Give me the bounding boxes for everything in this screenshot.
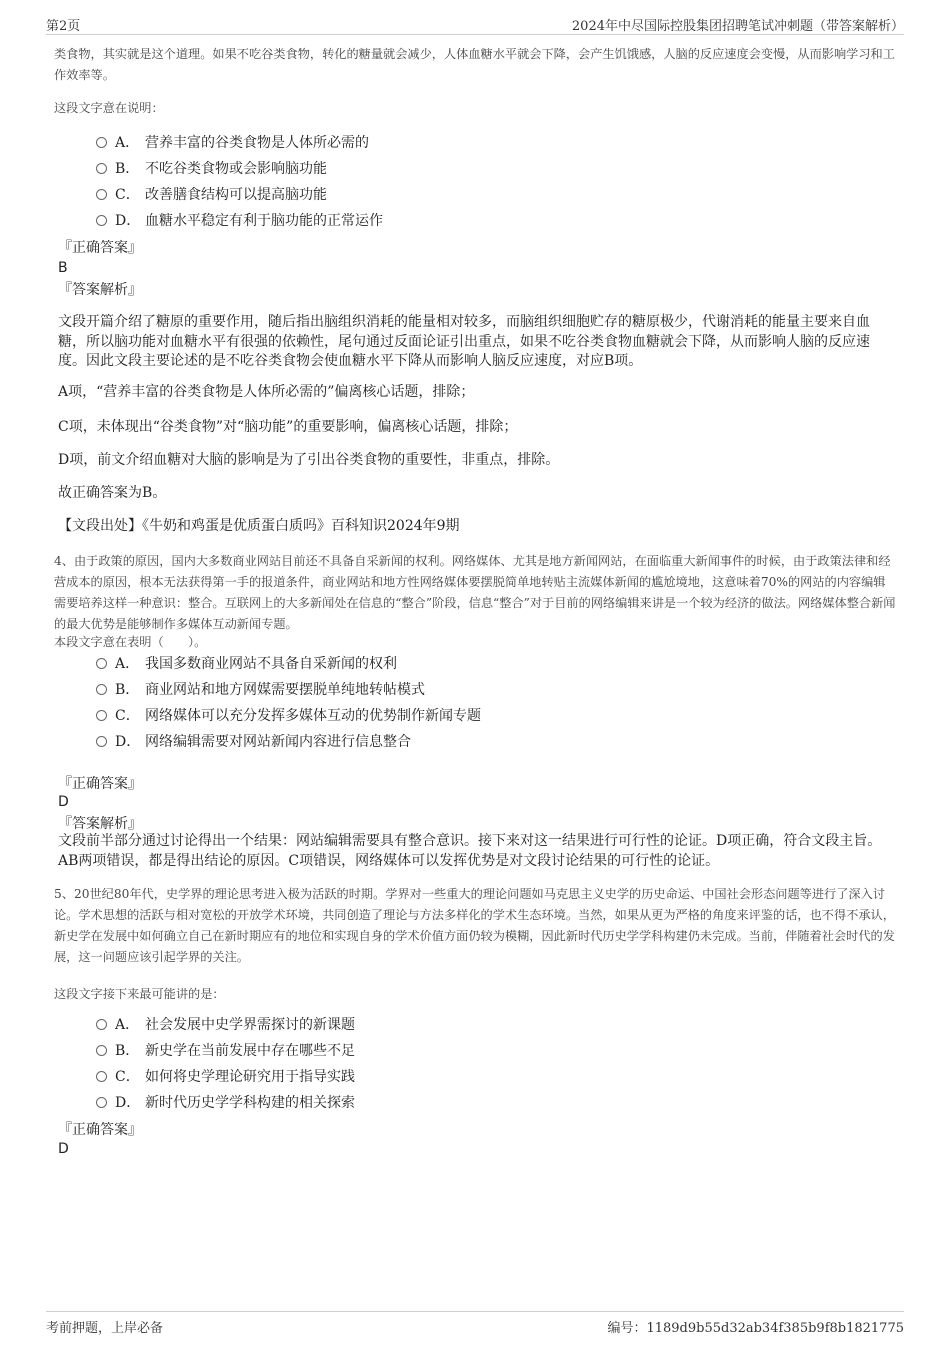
q5-prompt: 这段文字接下来最可能讲的是： [54, 987, 225, 1001]
q5-passage: 5、20世纪80年代，史学界的理论思考进入极为活跃的时期。学界对一些重大的理论问题如马克思主义史学的历史命运、中国社会形态问题等进行了深入讨论。学术思想的活跃与相对宽松的开放学术环境，共同创造了理论与方法多样化的学术生态环境。当然，如果从更为严格的角度来评鉴的话，也不得不承认，新史学在发展中如何确立自己在新时期应有的地位和实现自身的学术价值方面仍较为模糊，因此新时代历史学学科构建仍未完成。当前，伴随着社会时代的发展，这一问题应该引起学界的关注。 [54, 887, 895, 964]
q4-analysis-label: 『答案解析』 [58, 816, 142, 832]
q4-option-a[interactable]: A． 我国多数商业网站不具备自采新闻的权利 [96, 653, 397, 675]
q4-analysis: 文段前半部分通过讨论得出一个结果：网站编辑需要具有整合意识。接下来对这一结果进行可行性的论证。D项正确，符合文段主旨。AB两项错误，都是得出结论的原因。C项错误，网络媒体可以发挥优势是对文段讨论结果的可行性的论证。 [58, 833, 882, 869]
radio-icon[interactable] [96, 736, 107, 747]
q3-option-d[interactable]: D． 血糖水平稳定有利于脑功能的正常运作 [96, 210, 383, 232]
radio-icon[interactable] [96, 710, 107, 721]
page-footer [46, 1311, 904, 1340]
radio-icon[interactable] [96, 163, 107, 174]
footer-serial: 编号：1189d9b55d32ab34f385b9f8b1821775 [607, 1321, 904, 1336]
q4-option-d[interactable]: D． 网络编辑需要对网站新闻内容进行信息整合 [96, 731, 411, 753]
q5-option-a[interactable]: A． 社会发展中史学界需探讨的新课题 [96, 1014, 355, 1036]
q3-option-c[interactable]: C． 改善膳食结构可以提高脑功能 [96, 184, 327, 206]
radio-icon[interactable] [96, 1045, 107, 1056]
q4-answer: D [58, 794, 69, 810]
page-header [46, 12, 904, 35]
q3-option-a[interactable]: A． 营养丰富的谷类食物是人体所必需的 [96, 132, 369, 154]
document-title: 2024年中尽国际控股集团招聘笔试冲刺题（带答案解析） [571, 19, 904, 34]
page-number: 第2页 [46, 19, 81, 34]
q5-answer-label: 『正确答案』 [58, 1122, 142, 1138]
radio-icon[interactable] [96, 1019, 107, 1030]
q3-analysis-d: D项，前文介绍血糖对大脑的影响是为了引出谷类食物的重要性，非重点，排除。 [58, 452, 560, 468]
radio-icon[interactable] [96, 684, 107, 695]
q4-option-c[interactable]: C． 网络媒体可以充分发挥多媒体互动的优势制作新闻专题 [96, 705, 481, 727]
radio-icon[interactable] [96, 658, 107, 669]
q3-prompt: 这段文字意在说明： [54, 101, 164, 115]
q5-option-b[interactable]: B． 新史学在当前发展中存在哪些不足 [96, 1040, 355, 1062]
q4-prompt: 本段文字意在表明（ ）。 [54, 635, 207, 649]
q3-analysis-c: C项，未体现出“谷类食物”对“脑功能”的重要影响，偏离核心话题，排除； [58, 419, 518, 435]
radio-icon[interactable] [96, 1071, 107, 1082]
footer-slogan: 考前押题，上岸必备 [46, 1321, 164, 1336]
q3-source: 【文段出处】《牛奶和鸡蛋是优质蛋白质吗》百科知识2024年9期 [58, 518, 460, 534]
q3-analysis: 文段开篇介绍了糖原的重要作用，随后指出脑组织消耗的能量相对较多，而脑组织细胞贮存的糖原极少，代谢消耗的能量主要来自血糖，所以脑功能对血糖水平有很强的依赖性，尾句通过反面论证引出重点，如果不吃谷类食物血糖就会下降，从而影响人脑的反应速度。因此文段主要论述的是不吃谷类食物会使血糖水平下降从而影响人脑反应速度，对应B项。 [58, 314, 870, 369]
q3-analysis-a: A项，“营养丰富的谷类食物是人体所必需的”偏离核心话题，排除； [58, 384, 475, 400]
q3-option-b[interactable]: B． 不吃谷类食物或会影响脑功能 [96, 158, 327, 180]
q5-answer: D [58, 1141, 69, 1157]
q4-option-b[interactable]: B． 商业网站和地方网媒需要摆脱单纯地转帖模式 [96, 679, 425, 701]
q4-passage: 4、由于政策的原因，国内大多数商业网站目前还不具备自采新闻的权利。网络媒体、尤其是地方新闻网站，在面临重大新闻事件的时候，由于政策法律和经营成本的原因，根本无法获得第一手的报道条件，商业网站和地方性网络媒体要摆脱简单地转贴主流媒体新闻的尴尬境地，这意味着70%的网站的内容编辑需要培养这样一种意识：整合。互联网上的大多新闻处在信息的“整合”阶段，信息“整合”对于目前的网络编辑来讲是一个较为经济的做法。网络媒体整合新闻的最大优势是能够制作多媒体互动新闻专题。 [54, 554, 896, 631]
radio-icon[interactable] [96, 189, 107, 200]
q3-passage: 类食物，其实就是这个道理。如果不吃谷类食物，转化的糖量就会减少，人体血糖水平就会下降，会产生饥饿感，人脑的反应速度会变慢，从而影响学习和工作效率等。 [54, 47, 895, 82]
q3-answer-label: 『正确答案』 [58, 240, 142, 256]
radio-icon[interactable] [96, 215, 107, 226]
radio-icon[interactable] [96, 1097, 107, 1108]
q5-option-d[interactable]: D． 新时代历史学学科构建的相关探索 [96, 1092, 355, 1114]
q5-option-c[interactable]: C． 如何将史学理论研究用于指导实践 [96, 1066, 355, 1088]
q3-conclusion: 故正确答案为B。 [58, 485, 167, 501]
radio-icon[interactable] [96, 137, 107, 148]
q3-analysis-label: 『答案解析』 [58, 282, 142, 298]
q4-answer-label: 『正确答案』 [58, 776, 142, 792]
q3-answer: B [58, 260, 68, 276]
